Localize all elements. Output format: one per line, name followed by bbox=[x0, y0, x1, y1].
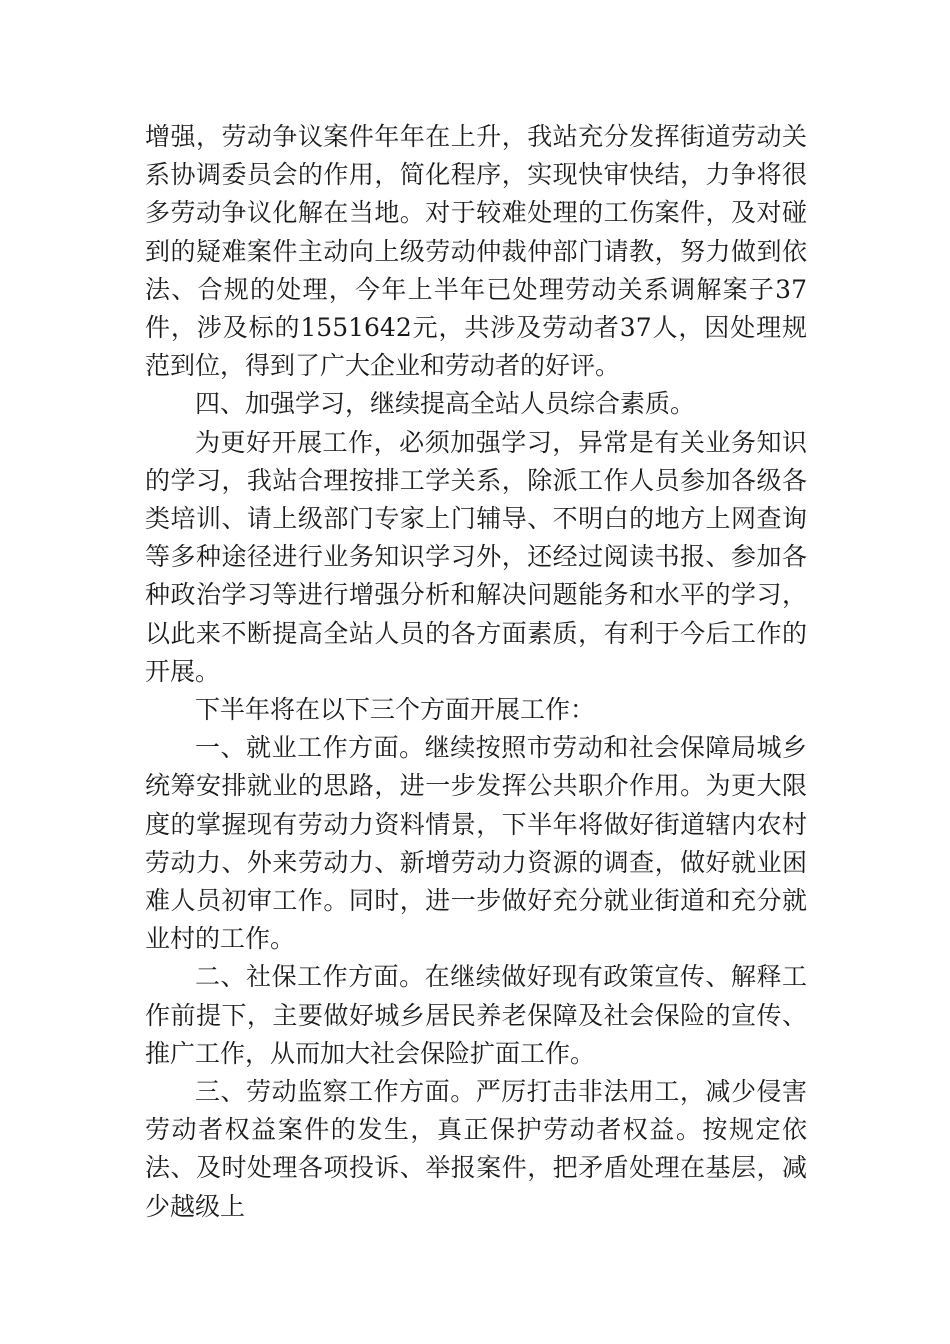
paragraph-second-half-intro: 下半年将在以下三个方面开展工作： bbox=[195, 695, 596, 725]
paragraph-employment: 一、就业工作方面。继续按照市劳动和社会保障局城乡统筹安排就业的思路，进一步发挥公共职介作用。为更大限度的掌握现有劳动力资料情景，下半年将做好街道辖内农村劳动力、外来劳动力、新增劳动力资源的调查，做好就业困难人员初审工作。同时，进一步做好充分就业街道和充分就业村的工作。 bbox=[145, 733, 807, 954]
paragraph-social-security: 二、社保工作方面。在继续做好现有政策宣传、解释工作前提下，主要做好城乡居民养老保障及社会保险的宣传、推广工作，从而加大社会保险扩面工作。 bbox=[145, 962, 807, 1068]
heading-strengthen-learning: 四、加强学习，继续提高全站人员综合素质。 bbox=[195, 389, 696, 419]
paragraph-learning: 为更好开展工作，必须加强学习，异常是有关业务知识的学习，我站合理按排工学关系，除派工作人员参加各级各类培训、请上级部门专家上门辅导、不明白的地方上网查询等多种途径进行业务知识学习外，还经过阅读书报、参加各种政治学习等进行增强分析和解决问题能务和水平的学习，以此来不断提高全站人员的各方面素质，有利于今后工作的开展。 bbox=[145, 427, 807, 686]
paragraph-labor-inspection: 三、劳动监察工作方面。严厉打击非法用工，减少侵害劳动者权益案件的发生，真正保护劳动者权益。按规定依法、及时处理各项投诉、举报案件，把矛盾处理在基层，减少越级上 bbox=[145, 1077, 807, 1221]
paragraph-labor-disputes: 增强，劳动争议案件年年在上升，我站充分发挥街道劳动关系协调委员会的作用，简化程序，实现快审快结，力争将很多劳动争议化解在当地。对于较难处理的工伤案件，及对碰到的疑难案件主动向上级劳动仲裁仲部门请教，努力做到依法、合规的处理，今年上半年已处理劳动关系调解案子37件，涉及标的1551642元，共涉及劳动者37人，因处理规范到位，得到了广大企业和劳动者的好评。 bbox=[145, 122, 807, 381]
document-page bbox=[145, 118, 807, 1226]
